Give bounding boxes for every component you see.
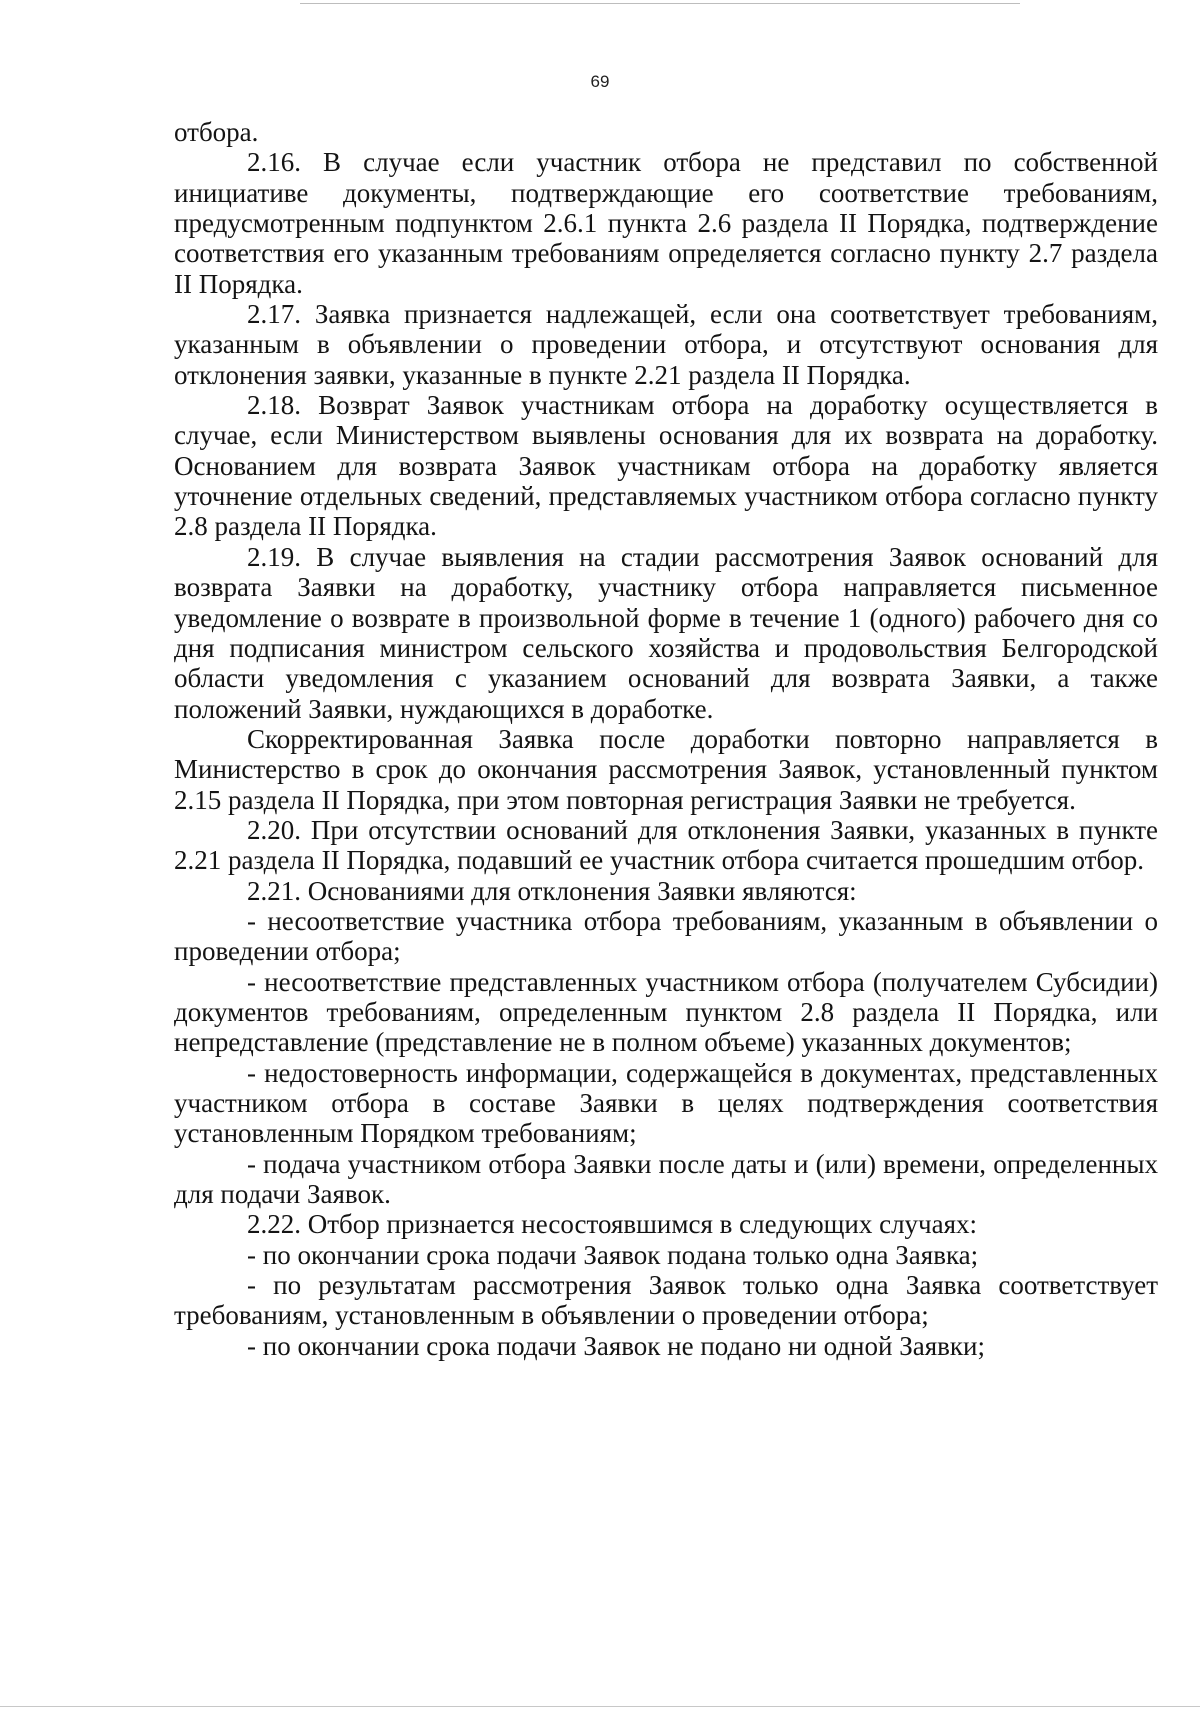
paragraph: 2.18. Возврат Заявок участникам отбора на доработку осуществляется в случае, если Министерством выявлены основания для их возврата на доработку. Основанием для возврата Заявок участникам отбора на доработку является уточнение отдельных сведений, представляемых участником отбора согласно пункту 2.8 раздела II Порядка. (174, 390, 1158, 542)
page-number: 69 (590, 72, 610, 91)
paragraph: - по результатам рассмотрения Заявок только одна Заявка соответствует требованиям, установленным в объявлении о проведении отбора; (174, 1270, 1158, 1331)
paragraph: - несоответствие представленных участником отбора (получателем Субсидии) документов требованиям, определенным пунктом 2.8 раздела II Порядка, или непредставление (представление не в полном объеме) указанных документов; (174, 966, 1158, 1058)
paragraph: - подача участником отбора Заявки после даты и (или) времени, определенных для подачи Заявок. (174, 1148, 1158, 1210)
paragraph: Скорректированная Заявка после доработки повторно направляется в Министерство в срок до окончания рассмотрения Заявок, установленный пунктом 2.15 раздела II Порядка, при этом повторная регистрация Заявки не требуется. (174, 723, 1158, 815)
scan-edge-top (300, 3, 1020, 4)
paragraph: - по окончании срока подачи Заявок подана только одна Заявка; (247, 1239, 979, 1270)
paragraph: 2.22. Отбор признается несостоявшимся в следующих случаях: (247, 1209, 978, 1240)
paragraph: отбора. (174, 117, 259, 147)
scan-edge-bottom (0, 1706, 1200, 1707)
paragraph: - недостоверность информации, содержащейся в документах, представленных участником отбора в составе Заявки в целях подтверждения соответствия установленным Порядком требованиям; (174, 1057, 1158, 1149)
paragraph: 2.17. Заявка признается надлежащей, если она соответствует требованиям, указанным в объявлении о проведении отбора, и отсутствуют основания для отклонения заявки, указанные в пункте 2.21 раздела II Порядка. (174, 299, 1158, 390)
paragraph: - по окончании срока подачи Заявок не подано ни одной Заявки; (247, 1330, 985, 1361)
paragraph: 2.20. При отсутствии оснований для отклонения Заявки, указанных в пункте 2.21 раздела II Порядка, подавший ее участник отбора считается прошедшим отбор. (174, 814, 1158, 876)
paragraph: 2.16. В случае если участник отбора не представил по собственной инициативе документы, подтверждающие его соответствие требованиям, предусмотренным подпунктом 2.6.1 пункта 2.6 раздела II Порядка, подтверждение соответствия его указанным требованиям определяется согласно пункту 2.7 раздела II Порядка. (174, 147, 1158, 299)
paragraph: - несоответствие участника отбора требованиям, указанным в объявлении о проведении отбора; (174, 905, 1158, 967)
paragraph: 2.19. В случае выявления на стадии рассмотрения Заявок оснований для возврата Заявки на доработку, участнику отбора направляется письменное уведомление о возврате в произвольной форме в течение 1 (одного) рабочего дня со дня подписания министром сельского хозяйства и продовольствия Белгородской области уведомления с указанием оснований для возврата Заявки, а также положений Заявки, нуждающихся в доработке. (174, 541, 1158, 724)
paragraph: 2.21. Основаниями для отклонения Заявки являются: (247, 875, 857, 906)
document-body (174, 117, 1158, 1361)
